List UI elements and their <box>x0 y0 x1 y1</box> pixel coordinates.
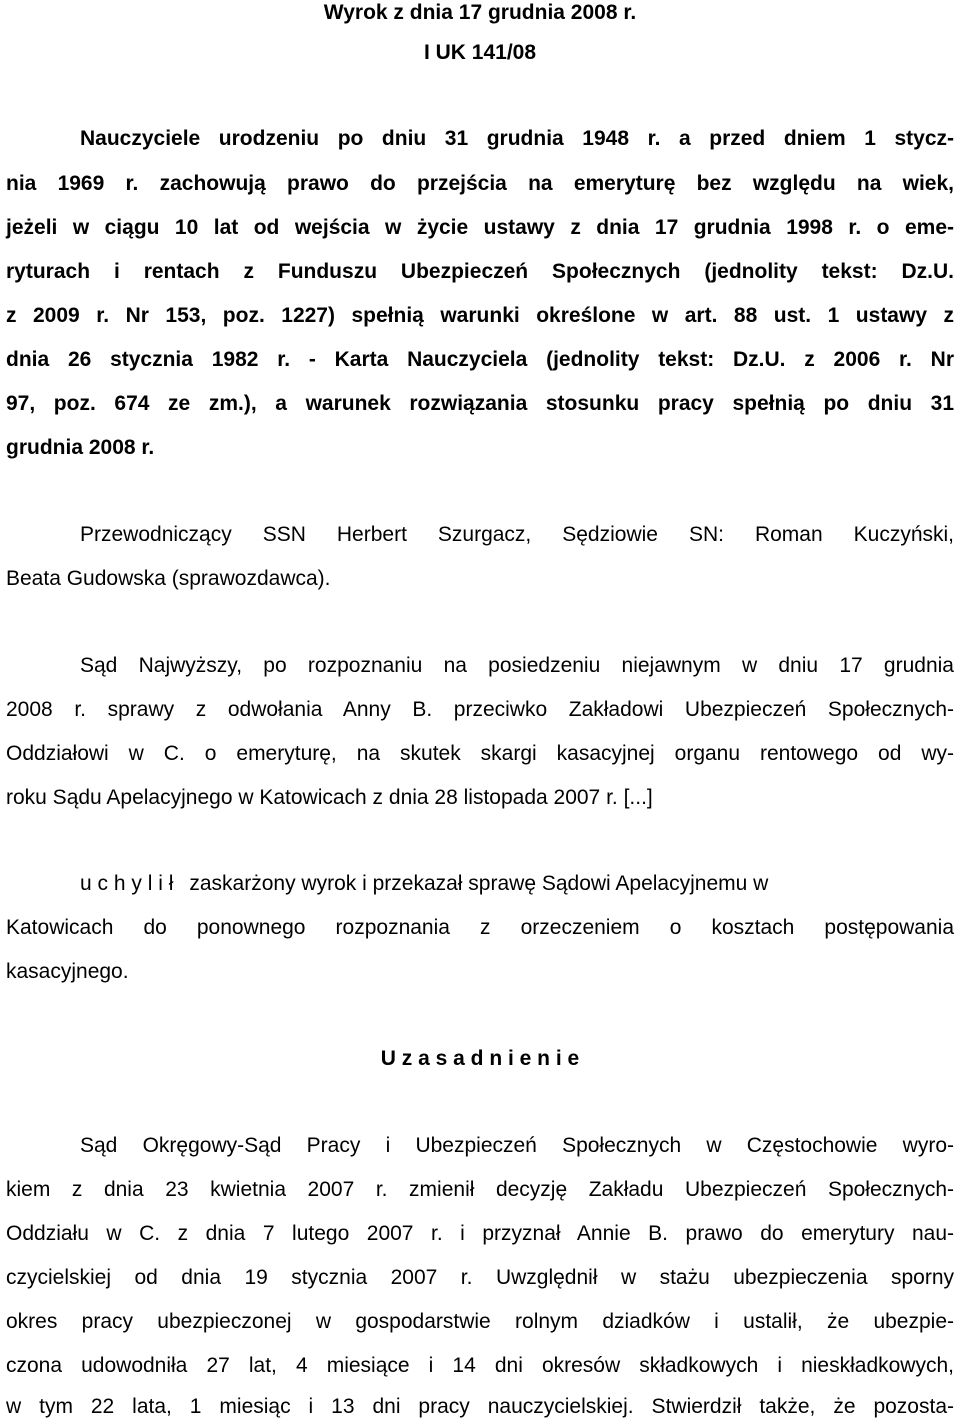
judgment-title: Wyrok z dnia 17 grudnia 2008 r. <box>323 1 637 24</box>
thesis-line: nia 1969 r. zachowują prawo do przejścia na emeryturę bez względu na wiek, <box>6 172 954 195</box>
thesis-line: ryturach i rentach z Funduszu Ubezpieczeń Społecznych (jednolity tekst: Dz.U. <box>6 260 954 283</box>
ruling-rest: zaskarżony wyrok i przekazał sprawę Sądowi Apelacyjnemu w <box>189 872 769 895</box>
justification-line: kiem z dnia 23 kwietnia 2007 r. zmienił decyzję Zakładu Ubezpieczeń Społecznych- <box>6 1178 954 1201</box>
intro-line: Oddziałowi w C. o emeryturę, na skutek skargi kasacyjnej organu rentowego od wy- <box>6 742 954 765</box>
justification-line: okres pracy ubezpieczonej w gospodarstwie rolnym dziadków i ustalił, że ubezpie- <box>6 1310 954 1333</box>
ruling-line <box>80 871 954 897</box>
intro-line: 2008 r. sprawy z odwołania Anny B. przeciwko Zakładowi Ubezpieczeń Społecznych- <box>6 698 954 721</box>
justification-heading: U z a s a d n i e n i e <box>380 1047 580 1070</box>
ruling-line: kasacyjnego. <box>6 960 129 983</box>
ruling-line: Katowicach do ponownego rozpoznania z orzeczeniem o kosztach postępowania <box>6 916 954 939</box>
intro-line: roku Sądu Apelacyjnego w Katowicach z dnia 28 listopada 2007 r. [...] <box>6 786 653 809</box>
bench-line: Beata Gudowska (sprawozdawca). <box>6 567 331 590</box>
thesis-line: grudnia 2008 r. <box>6 436 155 459</box>
justification-line: w tym 22 lata, 1 miesiąc i 13 dni pracy nauczycielskiej. Stwierdził także, że pozosta- <box>6 1395 954 1418</box>
justification-line: czycielskiej od dnia 19 stycznia 2007 r. Uwzględnił w stażu ubezpieczenia sporny <box>6 1266 954 1289</box>
ruling-verb: u c h y l i ł <box>80 872 174 895</box>
justification-line: Oddziału w C. z dnia 7 lutego 2007 r. i przyznał Annie B. prawo do emerytury nau- <box>6 1222 954 1245</box>
justification-line: czona udowodniła 27 lat, 4 miesiące i 14 dni okresów składkowych i nieskładkowych, <box>6 1354 954 1377</box>
intro-line: Sąd Najwyższy, po rozpoznaniu na posiedzeniu niejawnym w dniu 17 grudnia <box>80 654 954 677</box>
bench-line: Przewodniczący SSN Herbert Szurgacz, Sędziowie SN: Roman Kuczyński, <box>80 523 954 546</box>
thesis-line: dnia 26 stycznia 1982 r. - Karta Nauczyciela (jednolity tekst: Dz.U. z 2006 r. Nr <box>6 348 954 371</box>
justification-line: Sąd Okręgowy-Sąd Pracy i Ubezpieczeń Społecznych w Częstochowie wyro- <box>80 1134 954 1157</box>
thesis-line: jeżeli w ciągu 10 lat od wejścia w życie ustawy z dnia 17 grudnia 1998 r. o eme- <box>6 216 954 239</box>
thesis-line: 97, poz. 674 ze zm.), a warunek rozwiązania stosunku pracy spełnią po dniu 31 <box>6 392 954 415</box>
thesis-line: z 2009 r. Nr 153, poz. 1227) spełnią warunki określone w art. 88 ust. 1 ustawy z <box>6 304 954 327</box>
case-number: I UK 141/08 <box>423 41 537 64</box>
thesis-line: Nauczyciele urodzeniu po dniu 31 grudnia 1948 r. a przed dniem 1 stycz- <box>80 127 954 150</box>
